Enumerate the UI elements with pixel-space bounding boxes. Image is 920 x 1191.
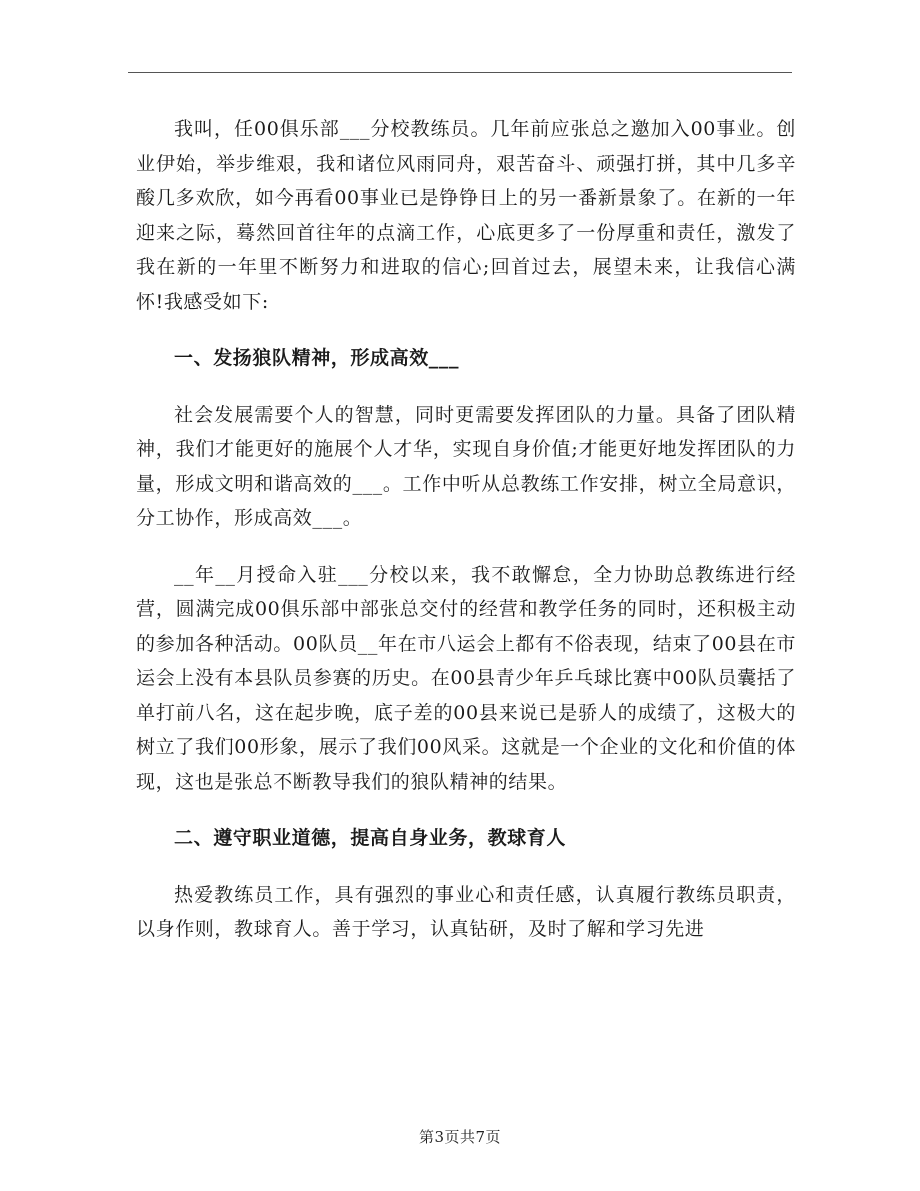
header-rule	[128, 72, 792, 73]
paragraph-teamwork: 社会发展需要个人的智慧，同时更需要发挥团队的力量。具备了团队精神，我们才能更好的施展个人才华，实现自身价值;才能更好地发挥团队的力量，形成文明和谐高效的___。工作中听从总教练工作安排，树立全局意识，分工协作，形成高效___。	[136, 403, 796, 529]
document-body	[136, 112, 796, 947]
paragraph-intro: 我叫，任00俱乐部___分校教练员。几年前应张总之邀加入00事业。创业伊始，举步维艰，我和诸位风雨同舟，艰苦奋斗、顽强打拼，其中几多辛酸几多欢欣，如今再看00事业已是铮铮日上的另一番新景象了。在新的一年迎来之际，蓦然回首往年的点滴工作，心底更多了一份厚重和责任，激发了我在新的一年里不断努力和进取的信心;回首过去，展望未来，让我信心满怀!我感受如下:	[136, 118, 796, 313]
section-heading-2: 二、遵守职业道德，提高自身业务，教球育人	[174, 827, 567, 849]
paragraph-ethics: 热爱教练员工作，具有强烈的事业心和责任感，认真履行教练员职责，以身作则，教球育人。善于学习，认真钻研，及时了解和学习先进	[136, 883, 796, 940]
page-number: 第3页共7页	[418, 1128, 502, 1146]
paragraph-achievements: __年__月授命入驻___分校以来，我不敢懈怠，全力协助总教练进行经营，圆满完成00俱乐部中部张总交付的经营和教学任务的同时，还积极主动的参加各种活动。00队员__年在市八运会上都有不俗表现，结束了00县在市运会上没有本县队员参赛的历史。在00县青少年乒乓球比赛中00队员囊括了单打前八名，这在起步晚，底子差的00县来说已是骄人的成绩了，这极大的树立了我们00形象，展示了我们00风采。这就是一个企业的文化和价值的体现，这也是张总不断教导我们的狼队精神的结果。	[136, 563, 796, 793]
section-heading-1: 一、发扬狼队精神，形成高效___	[174, 347, 460, 369]
